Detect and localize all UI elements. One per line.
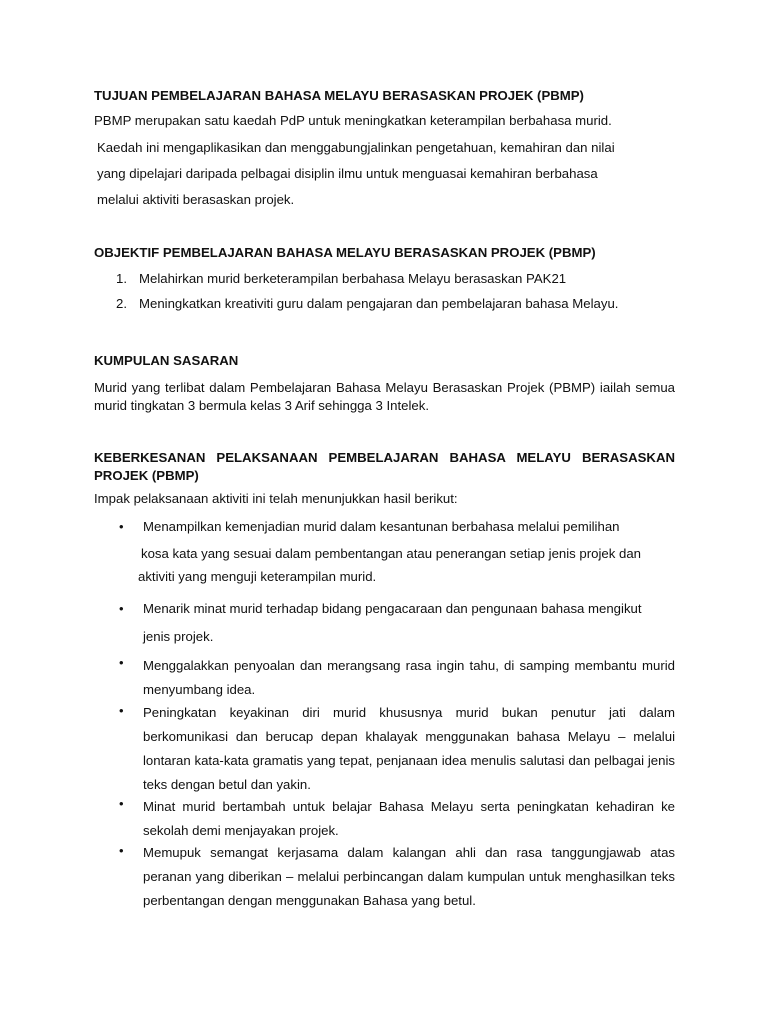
bullet-icon: • <box>119 655 124 670</box>
list-number: 2. <box>116 296 127 311</box>
section-heading-tujuan: TUJUAN PEMBELAJARAN BAHASA MELAYU BERASASKAN PROJEK (PBMP) <box>94 88 584 103</box>
list-item-text: Menampilkan kemenjadian murid dalam kesantunan berbahasa melalui pemilihan <box>143 519 620 534</box>
bullet-icon: • <box>119 796 124 811</box>
list-item-text: Memupuk semangat kerjasama dalam kalangan ahli dan rasa tanggungjawab atas peranan yang diberikan – melalui perbincangan dalam kumpulan untuk menghasilkan teks perbentangan dengan menggunakan Bahasa yang betul. <box>143 845 675 908</box>
bullet-icon: • <box>119 843 124 858</box>
paragraph-line: melalui aktiviti berasaskan projek. <box>97 192 295 207</box>
list-item-text: Melahirkan murid berketerampilan berbahasa Melayu berasaskan PAK21 <box>139 271 567 286</box>
list-item-text: aktiviti yang menguji keterampilan murid. <box>138 569 377 584</box>
bullet-icon: • <box>119 519 124 534</box>
target-group-paragraph: Murid yang terlibat dalam Pembelajaran Bahasa Melayu Berasaskan Projek (PBMP) iailah semua murid tingkatan 3 bermula kelas 3 Arif sehingga 3 Intelek. <box>94 380 675 413</box>
list-item-text: Menarik minat murid terhadap bidang pengacaraan dan pengunaan bahasa mengikut <box>143 601 642 616</box>
paragraph-line: Kaedah ini mengaplikasikan dan menggabungjalinkan pengetahuan, kemahiran dan nilai <box>97 140 615 155</box>
paragraph-line: PBMP merupakan satu kaedah PdP untuk meningkatkan keterampilan berbahasa murid. <box>94 113 612 128</box>
list-item-text: Peningkatan keyakinan diri murid khususnya murid bukan penutur jati dalam berkomunikasi dan berucap depan khalayak menggunakan bahasa Melayu – melalui lontaran kata-kata gramatis yang tepat, penjanaan idea menulis salutasi dan pelbagai jenis teks dengan betul dan yakin. <box>143 705 675 792</box>
list-item-text: Meningkatkan kreativiti guru dalam pengajaran dan pembelajaran bahasa Melayu. <box>139 296 619 311</box>
section-heading-kumpulan-sasaran: KUMPULAN SASARAN <box>94 353 239 368</box>
paragraph-line: yang dipelajari daripada pelbagai disiplin ilmu untuk menguasai kemahiran berbahasa <box>97 166 598 181</box>
intro-text: Impak pelaksanaan aktiviti ini telah menunjukkan hasil berikut: <box>94 491 458 506</box>
list-item-text: Menggalakkan penyoalan dan merangsang rasa ingin tahu, di samping membantu murid menyumbang idea. <box>143 658 675 697</box>
bullet-icon: • <box>119 703 124 718</box>
section-heading-keberkesanan: KEBERKESANAN PELAKSANAAN PEMBELAJARAN BAHASA MELAYU BERASASKAN PROJEK (PBMP) <box>94 450 675 483</box>
section-heading-objektif: OBJEKTIF PEMBELAJARAN BAHASA MELAYU BERASASKAN PROJEK (PBMP) <box>94 245 596 260</box>
list-item-text: jenis projek. <box>143 629 214 644</box>
list-item-text: kosa kata yang sesuai dalam pembentangan atau penerangan setiap jenis projek dan <box>141 546 642 561</box>
bullet-icon: • <box>119 601 124 616</box>
list-item-text: Minat murid bertambah untuk belajar Bahasa Melayu serta peningkatan kehadiran ke sekolah demi menjayakan projek. <box>143 799 675 838</box>
list-number: 1. <box>116 271 127 286</box>
